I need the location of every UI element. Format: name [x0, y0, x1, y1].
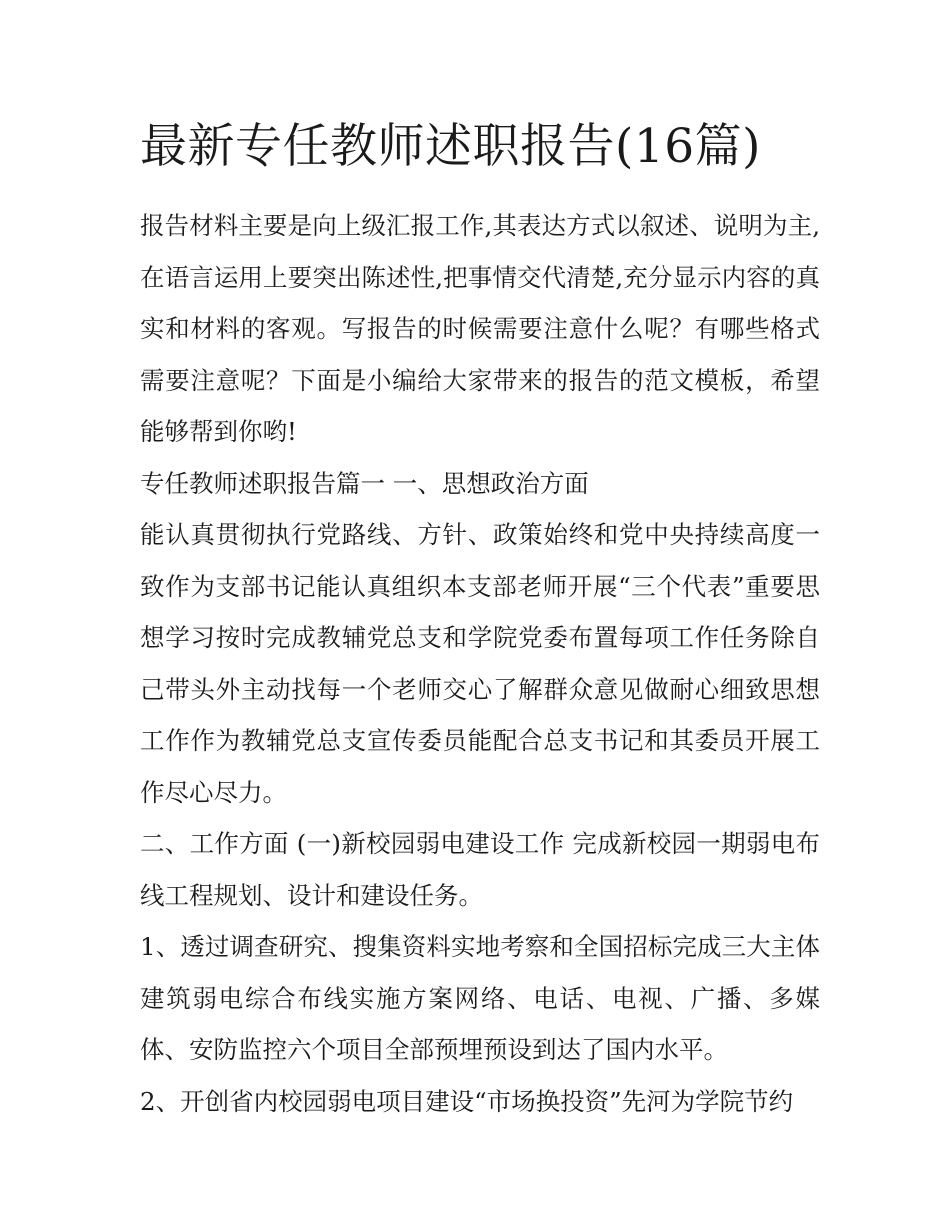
numbered-item-2: 2、开创省内校园弱电项目建设“市场换投资”先河为学院节约 [140, 1086, 794, 1116]
intro-paragraph: 报告材料主要是向上级汇报工作,其表达方式以叙述、说明为主,在语言运用上要突出陈述性,把事情交代清楚,充分显示内容的真实和材料的客观。写报告的时候需要注意什么呢？有哪些格式需要注意呢？下面是小编给大家带来的报告的范文模板，希望能够帮到你哟! [140, 211, 820, 446]
document-title: 最新专任教师述职报告(16篇) [140, 119, 761, 174]
work-heading-paragraph: 二、工作方面 (一)新校园弱电建设工作 完成新校园一期弱电布线工程规划、设计和建设任务。 [140, 829, 820, 910]
document-body [140, 112, 820, 1127]
section-heading-paragraph: 专任教师述职报告篇一 一、思想政治方面 [140, 468, 589, 498]
numbered-item-1: 1、透过调查研究、搜集资料实地考察和全国招标完成三大主体建筑弱电综合布线实施方案网络、电话、电视、广播、多媒体、安防监控六个项目全部预埋预设到达了国内水平。 [140, 932, 820, 1064]
politics-paragraph: 能认真贯彻执行党路线、方针、政策始终和党中央持续高度一致作为支部书记能认真组织本支部老师开展“三个代表”重要思想学习按时完成教辅党总支和学院党委布置每项工作任务除自己带头外主动找每一个老师交心了解群众意见做耐心细致思想工作作为教辅党总支宣传委员能配合总支书记和其委员开展工作尽心尽力。 [140, 520, 820, 807]
